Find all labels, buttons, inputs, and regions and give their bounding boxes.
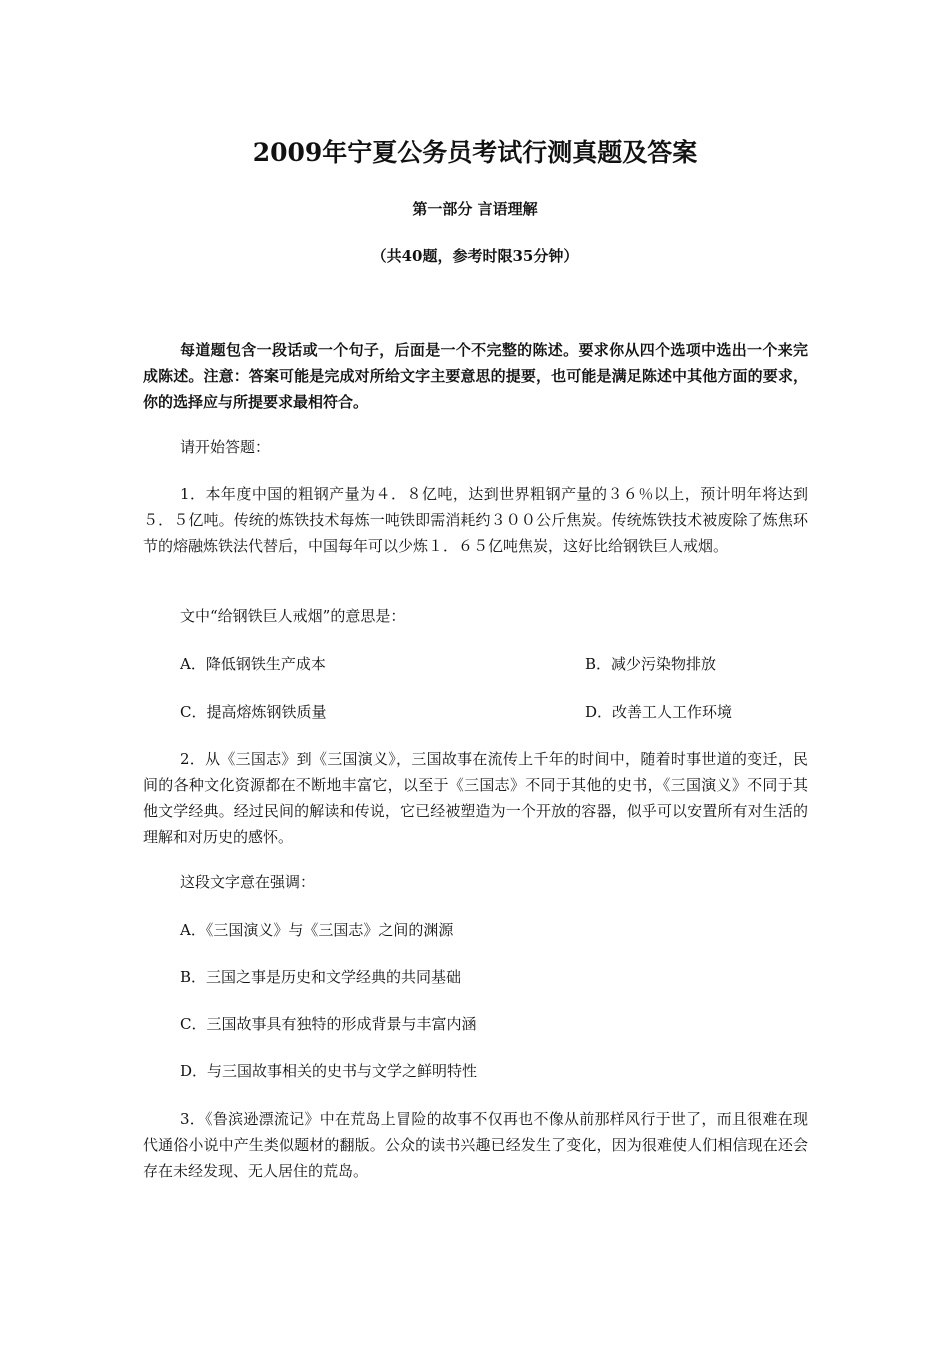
question-1-option-a: A．降低钢铁生产成本 bbox=[180, 655, 326, 673]
question-3-passage: 3．《鲁滨逊漂流记》中在荒岛上冒险的故事不仅再也不像从前那样风行于世了，而且很难在现代通俗小说中产生类似题材的翻版。公众的读书兴趣已经发生了变化，因为很难使人们相信现在还会存在未经发现、无人居住的荒岛。 bbox=[143, 1110, 808, 1180]
instructions-paragraph: 每道题包含一段话或一个句子，后面是一个不完整的陈述。要求你从四个选项中选出一个来完成陈述。注意：答案可能是完成对所给文字主要意思的提要，也可能是满足陈述中其他方面的要求，你的选择应与所提要求最相符合。 bbox=[143, 341, 808, 411]
start-prompt: 请开始答题： bbox=[180, 438, 271, 456]
question-2-option-a: A．《三国演义》与《三国志》之间的渊源 bbox=[180, 921, 454, 939]
section-subheading: （共40题，参考时限35分钟） bbox=[371, 247, 579, 265]
question-1-option-b: B．减少污染物排放 bbox=[585, 655, 717, 673]
question-2-stem: 这段文字意在强调： bbox=[180, 873, 316, 891]
question-2-option-c: C．三国故事具有独特的形成背景与丰富内涵 bbox=[180, 1015, 477, 1033]
question-1-option-c: C．提高熔炼钢铁质量 bbox=[180, 703, 327, 721]
question-2-option-d: D．与三国故事相关的史书与文学之鲜明特性 bbox=[180, 1062, 478, 1080]
document-title: 2009年宁夏公务员考试行测真题及答案 bbox=[252, 138, 698, 167]
question-2-passage: 2．从《三国志》到《三国演义》，三国故事在流传上千年的时间中，随着时事世道的变迁，民间的各种文化资源都在不断地丰富它，以至于《三国志》不同于其他的史书，《三国演义》不同于其他文学经典。经过民间的解读和传说，它已经被塑造为一个开放的容器，似乎可以安置所有对生活的理解和对历史的感怀。 bbox=[143, 750, 808, 846]
question-2-option-b: B．三国之事是历史和文学经典的共同基础 bbox=[180, 968, 462, 986]
question-1-option-d: D．改善工人工作环境 bbox=[585, 703, 733, 721]
question-1-stem: 文中“给钢铁巨人戒烟”的意思是： bbox=[180, 607, 406, 625]
question-1-passage: 1．本年度中国的粗钢产量为４．８亿吨，达到世界粗钢产量的３６％以上，预计明年将达到５．５亿吨。传统的炼铁技术每炼一吨铁即需消耗约３００公斤焦炭。传统炼铁技术被废除了炼焦环节的熔融炼铁法代替后，中国每年可以少炼１．６５亿吨焦炭，这好比给钢铁巨人戒烟。 bbox=[143, 485, 808, 555]
section-heading: 第一部分 言语理解 bbox=[412, 200, 538, 218]
